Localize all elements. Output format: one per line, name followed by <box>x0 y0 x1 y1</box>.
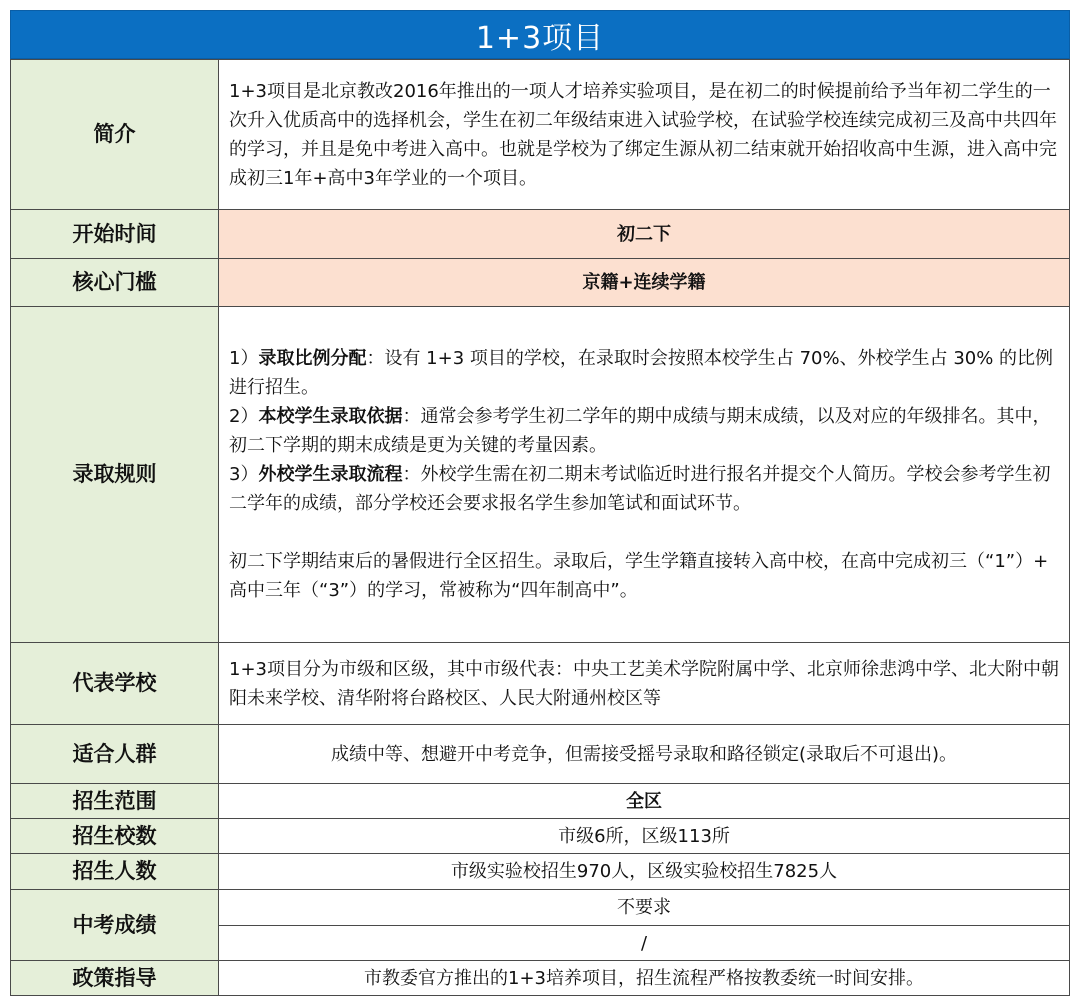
row-label-threshold: 核心门槛 <box>11 259 219 307</box>
rule-text: ：通常会参考学生初二学年的期中成绩与期末成绩，以及对应的年级排名。其中，初二下学期的期末成绩是更为关键的考量因素。 <box>229 406 1051 456</box>
rule-text: ：外校学生需在初二期末考试临近时进行报名并提交个人简历。学校会参考学生初二学年的成绩，部分学校还会要求报名学生参加笔试和面试环节。 <box>229 464 1051 514</box>
row-value-scope: 全区 <box>219 784 1070 819</box>
row-label-policy: 政策指导 <box>11 961 219 996</box>
table-row-policy <box>11 961 1070 996</box>
rule-item-ratio <box>229 344 1059 402</box>
table-row-intro <box>11 60 1070 210</box>
rule-title: 外校学生录取流程 <box>258 464 403 485</box>
row-value-school-count: 市级6所，区级113所 <box>219 819 1070 854</box>
table-row-suitable <box>11 725 1070 784</box>
row-value-schools: 1+3项目分为市级和区级，其中市级代表：中央工艺美术学院附属中学、北京师徐悲鸿中学、北大附中朝阳未来学校、清华附将台路校区、人民大附通州校区等 <box>219 643 1070 725</box>
row-value-rules <box>219 307 1070 643</box>
spacer <box>229 518 1059 547</box>
rule-item-internal <box>229 402 1059 460</box>
rule-number: 2） <box>229 406 259 427</box>
row-value-intro: 1+3项目是北京教改2016年推出的一项人才培养实验项目，是在初二的时候提前给予当年初二学生的一次升入优质高中的选择机会，学生在初二年级结束进入试验学校，在试验学校连续完成初三及高中共四年的学习，并且是免中考进入高中。也就是学校为了绑定生源从初二结束就开始招收高中生源，进入高中完成初三1年+高中3年学业的一个项目。 <box>219 60 1070 210</box>
rule-text: ：设有 1+3 项目的学校，在录取时会按照本校学生占 70%、外校学生占 30% 的比例进行招生。 <box>229 348 1054 398</box>
row-label-exam-score: 中考成绩 <box>11 890 219 961</box>
info-table <box>10 59 1070 996</box>
table-row-enroll-count <box>11 854 1070 890</box>
project-info-sheet <box>10 10 1070 996</box>
row-value-enroll-count: 市级实验校招生970人，区级实验校招生7825人 <box>219 854 1070 890</box>
table-row-scope <box>11 784 1070 819</box>
rule-item-external <box>229 460 1059 518</box>
rule-title: 录取比例分配 <box>258 348 367 369</box>
row-value-exam-score-sub: / <box>219 926 1070 961</box>
row-value-suitable: 成绩中等、想避开中考竞争，但需接受摇号录取和路径锁定(录取后不可退出)。 <box>219 725 1070 784</box>
row-value-start-time: 初二下 <box>219 210 1070 259</box>
rule-summary: 初二下学期结束后的暑假进行全区招生。录取后，学生学籍直接转入高中校，在高中完成初三（“1”）+ 高中三年（“3”）的学习，常被称为“四年制高中”。 <box>229 551 1049 601</box>
row-label-start-time: 开始时间 <box>11 210 219 259</box>
row-label-school-count: 招生校数 <box>11 819 219 854</box>
row-label-suitable: 适合人群 <box>11 725 219 784</box>
rule-number: 3） <box>229 464 259 485</box>
row-label-scope: 招生范围 <box>11 784 219 819</box>
row-value-threshold: 京籍+连续学籍 <box>219 259 1070 307</box>
row-value-policy: 市教委官方推出的1+3培养项目，招生流程严格按教委统一时间安排。 <box>219 961 1070 996</box>
row-label-intro: 简介 <box>11 60 219 210</box>
row-label-enroll-count: 招生人数 <box>11 854 219 890</box>
rule-number: 1） <box>229 348 259 369</box>
table-row-threshold <box>11 259 1070 307</box>
row-value-exam-score: 不要求 <box>219 890 1070 926</box>
page-title: 1+3项目 <box>10 10 1070 59</box>
table-row-school-count <box>11 819 1070 854</box>
table-row-start-time <box>11 210 1070 259</box>
row-label-schools: 代表学校 <box>11 643 219 725</box>
table-row-rules <box>11 307 1070 643</box>
row-label-rules: 录取规则 <box>11 307 219 643</box>
table-row-schools <box>11 643 1070 725</box>
rule-title: 本校学生录取依据 <box>258 406 403 427</box>
table-row-exam-score <box>11 890 1070 926</box>
